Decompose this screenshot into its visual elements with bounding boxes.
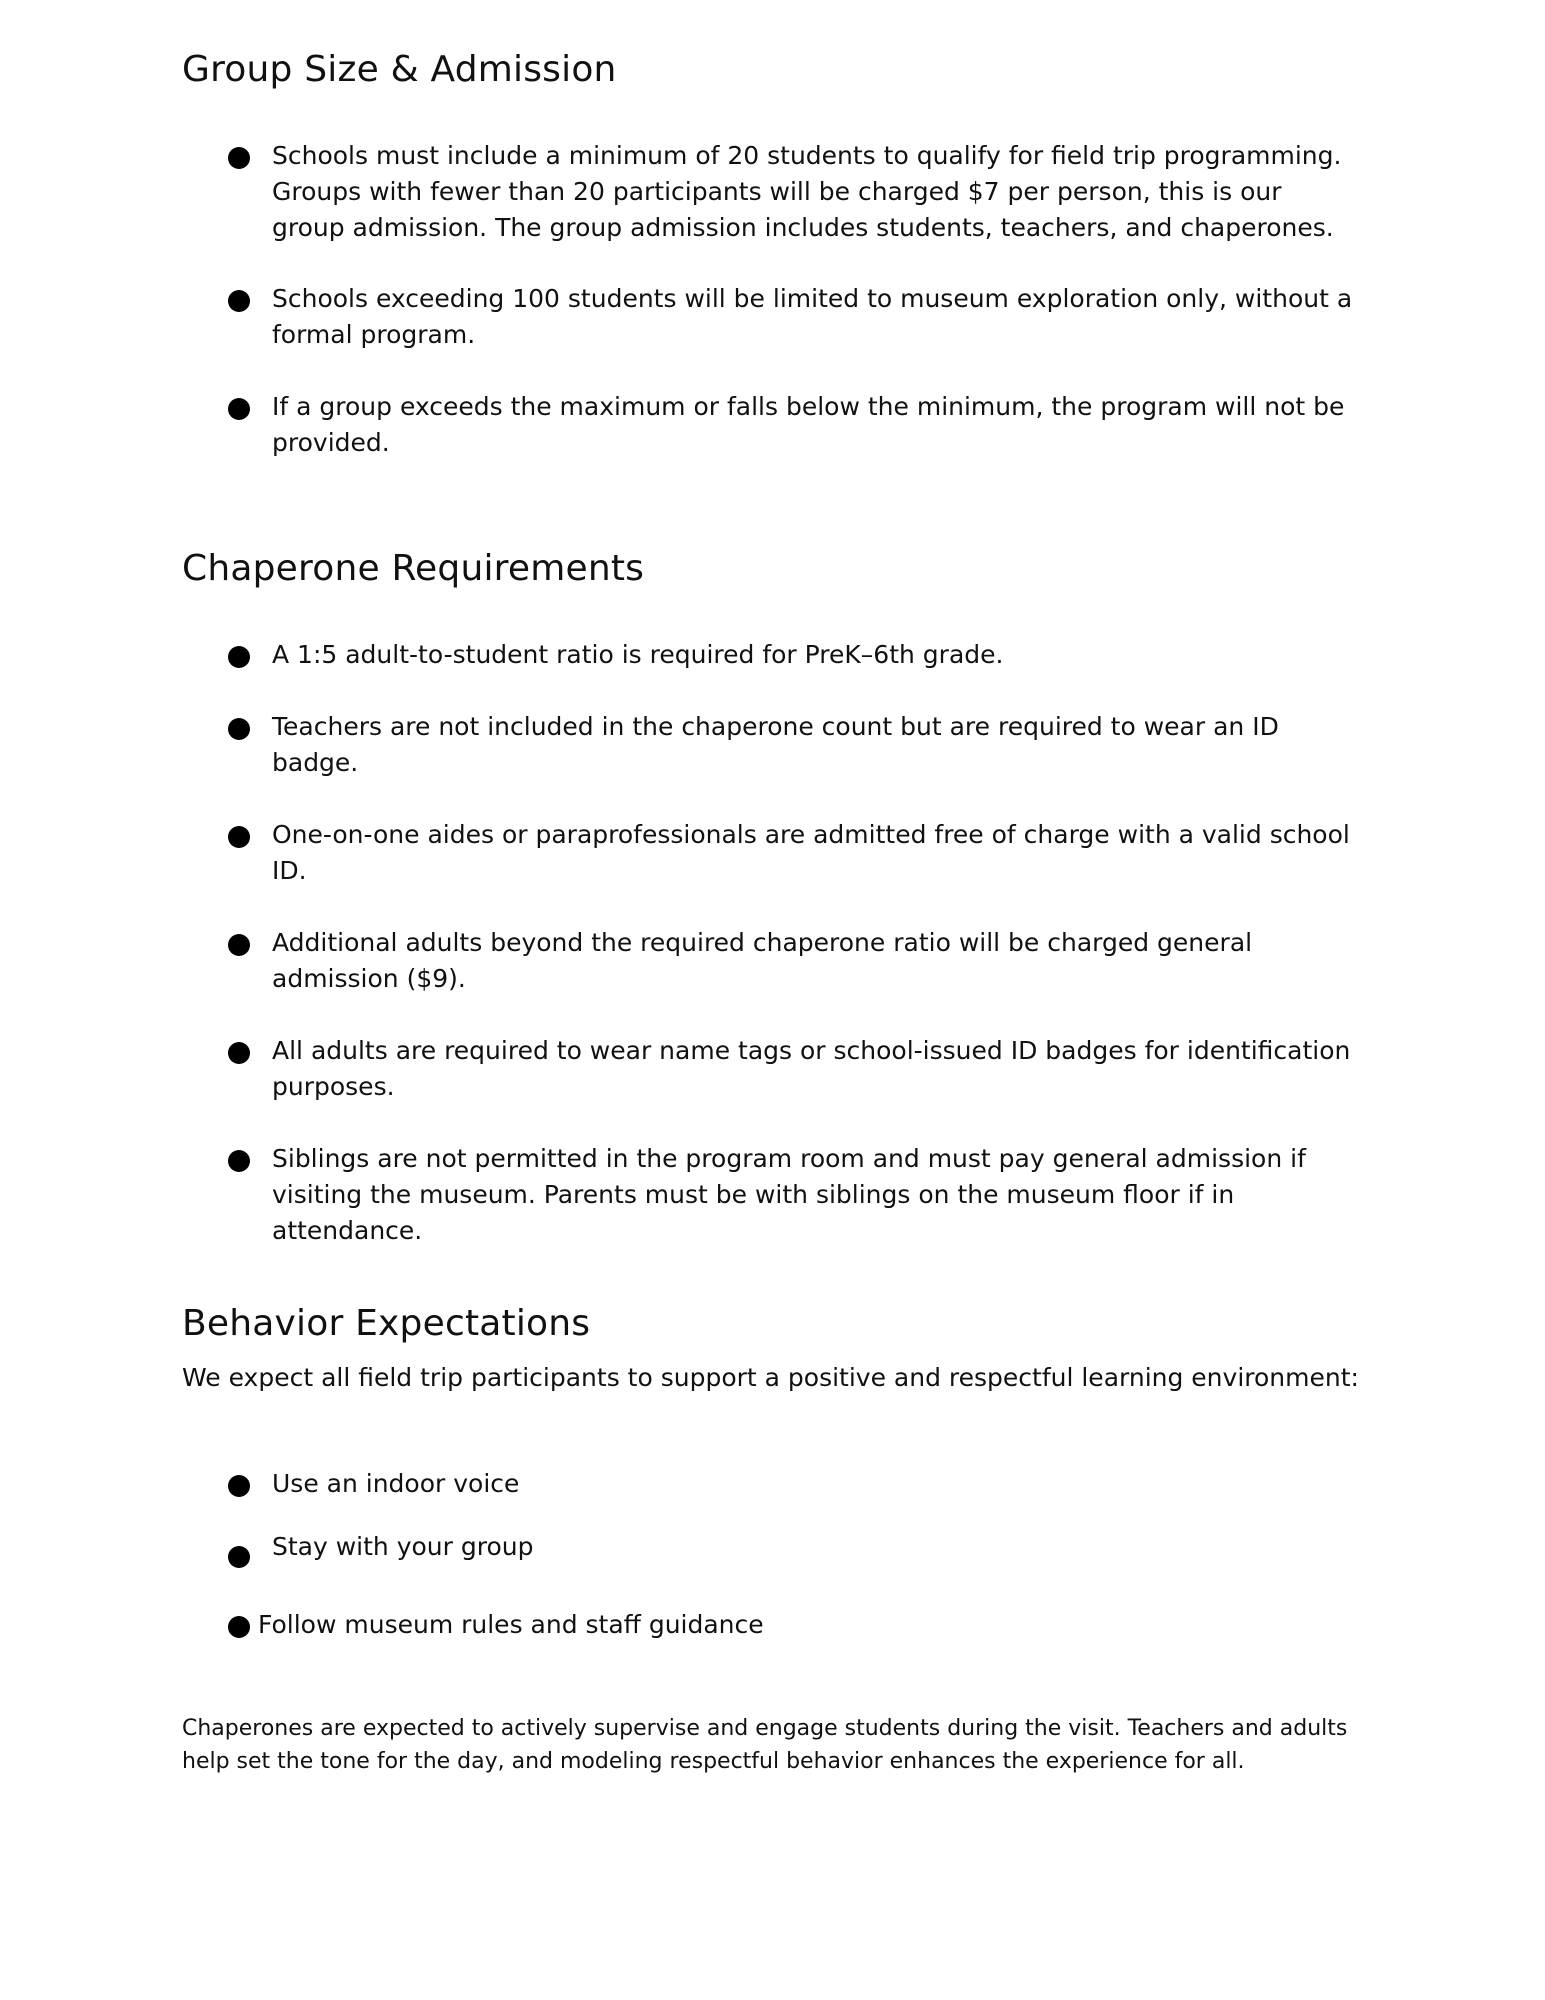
list-item: Stay with your group: [228, 1529, 1368, 1565]
list-item: Siblings are not permitted in the program room and must pay general admission if visiting the museum. Parents must be with siblings on the museum floor if in attendance.: [228, 1141, 1368, 1249]
list-item: Schools exceeding 100 students will be limited to museum exploration only, without a formal program.: [228, 281, 1368, 353]
bullet-icon: [228, 1150, 250, 1172]
list-item: One-on-one aides or paraprofessionals are admitted free of charge with a valid school ID.: [228, 817, 1368, 889]
heading-behavior-expectations: Behavior Expectations: [182, 1303, 591, 1344]
list-item: If a group exceeds the maximum or falls below the minimum, the program will not be provided.: [228, 389, 1368, 461]
heading-chaperone-requirements: Chaperone Requirements: [182, 548, 645, 589]
behavior-closing: Chaperones are expected to actively supervise and engage students during the visit. Teachers and adults help set the tone for the day, and modeling respectful behavior enhances the experience for all.: [182, 1716, 1348, 1774]
list-item: Use an indoor voice: [228, 1466, 1368, 1502]
behavior-intro: We expect all field trip participants to support a positive and respectful learning environment:: [182, 1363, 1359, 1392]
heading-group-size: Group Size & Admission: [182, 49, 617, 90]
bullet-icon: [228, 290, 250, 312]
bullet-icon: [228, 934, 250, 956]
list-item: Follow museum rules and staff guidance: [228, 1607, 1368, 1643]
bullet-icon: [228, 718, 250, 740]
list-item: All adults are required to wear name tags or school-issued ID badges for identification purposes.: [228, 1033, 1368, 1105]
bullet-icon: [228, 1475, 250, 1497]
bullet-icon: [228, 1616, 250, 1638]
list-item: Teachers are not included in the chaperone count but are required to wear an ID badge.: [228, 709, 1368, 781]
bullet-icon: [228, 1546, 250, 1568]
list-item: Additional adults beyond the required chaperone ratio will be charged general admission ($9).: [228, 925, 1368, 997]
list-item: Schools must include a minimum of 20 students to qualify for field trip programming. Groups with fewer than 20 participants will be charged $7 per person, this is our group admission. The group admission includes students, teachers, and chaperones.: [228, 138, 1368, 246]
bullet-icon: [228, 646, 250, 668]
bullet-icon: [228, 1042, 250, 1064]
bullet-icon: [228, 398, 250, 420]
bullet-icon: [228, 147, 250, 169]
list-item: A 1:5 adult-to-student ratio is required for PreK–6th grade.: [228, 637, 1368, 673]
bullet-icon: [228, 826, 250, 848]
